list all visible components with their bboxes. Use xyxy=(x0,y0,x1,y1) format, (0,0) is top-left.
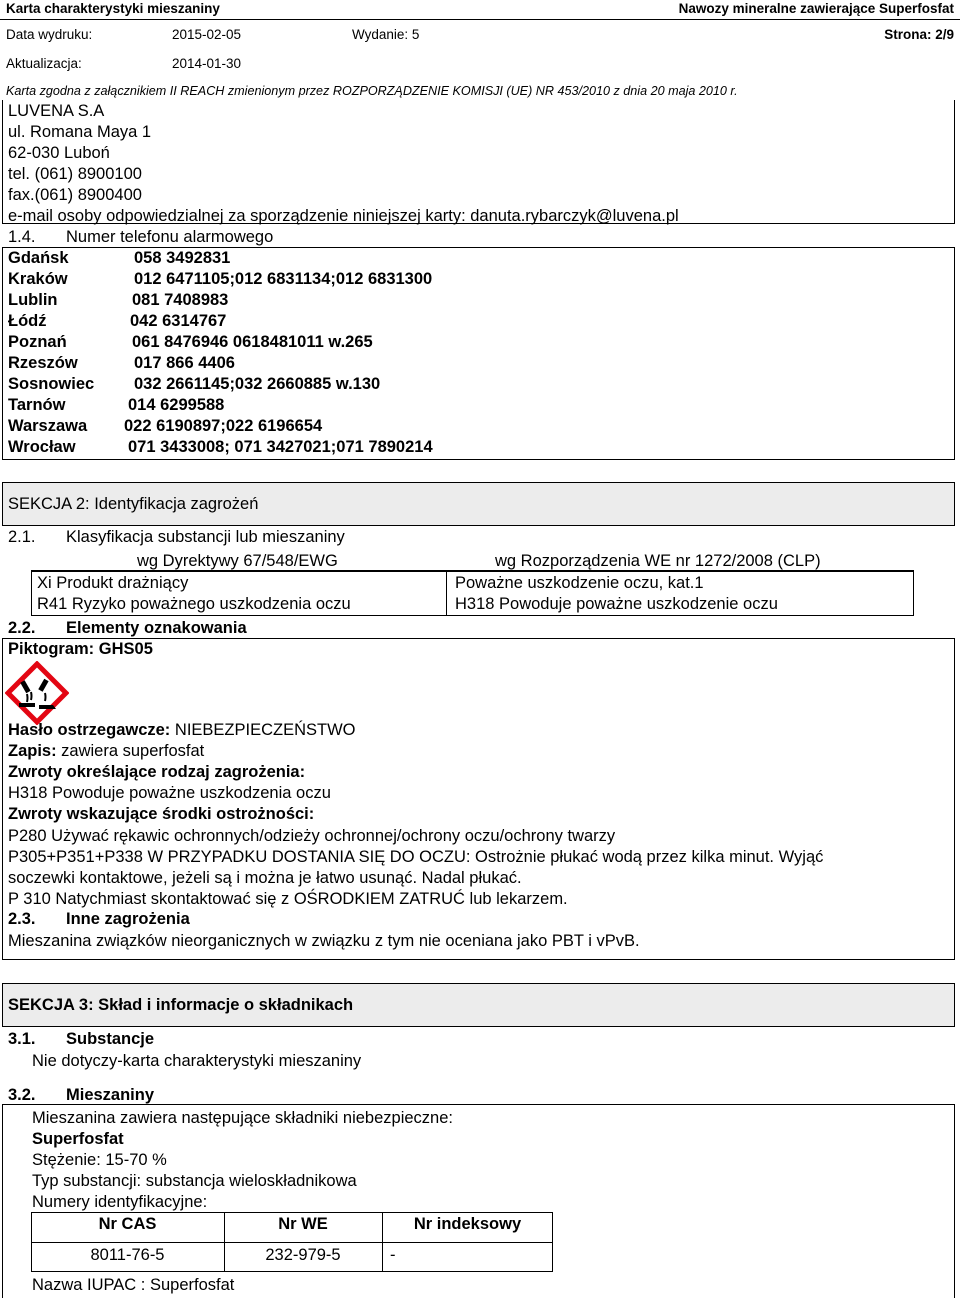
class-right-header: wg Rozporządzenia WE nr 1272/2008 (CLP) xyxy=(495,552,821,570)
hazard-statement: H318 Powoduje poważne uszkodzenia oczu xyxy=(8,784,331,802)
s21-number: 2.1. xyxy=(8,528,36,546)
regulation-note: Karta zgodna z załącznikiem II REACH zmienionym przez ROZPORZĄDZENIE KOMISJI (UE) NR 453/2010 z dnia 20 maja 2010 r. xyxy=(6,84,738,98)
supplier-email: e-mail osoby odpowiedzialnej za sporządzenie niniejszej karty: danuta.rybarczyk@luvena.pl xyxy=(8,207,679,225)
s14-title: Numer telefonu alarmowego xyxy=(66,228,274,246)
class-right-line: Poważne uszkodzenie oczu, kat.1 xyxy=(455,574,704,592)
emergency-city: Rzeszów xyxy=(8,354,78,372)
id-value-cas: 8011-76-5 xyxy=(90,1246,165,1264)
doc-title: Karta charakterystyki mieszaniny xyxy=(6,1,220,16)
class-right-line: H318 Powoduje poważne uszkodzenie oczu xyxy=(455,595,778,613)
emergency-city: Wrocław xyxy=(8,438,76,456)
s23-text: Mieszanina związków nieorganicznych w związku z tym nie oceniana jako PBT i vPvB. xyxy=(8,932,640,950)
emergency-city: Lublin xyxy=(8,291,58,309)
precaution-line: soczewki kontaktowe, jeżeli są i można je łatwo usunąć. Nadal płukać. xyxy=(8,869,522,887)
substance-type: Typ substancji: substancja wieloskładnikowa xyxy=(32,1172,357,1190)
pictogram-label: Piktogram: GHS05 xyxy=(8,640,153,658)
precaution-line: P305+P351+P338 W PRZYPADKU DOSTANIA SIĘ DO OCZU: Ostrożnie płukać wodą przez kilka minut. Wyjąć xyxy=(8,848,824,866)
precaution-label: Zwroty wskazujące środki ostrożności: xyxy=(8,805,315,823)
contains-line xyxy=(8,742,204,761)
supplier-fax: fax.(061) 8900400 xyxy=(8,186,142,204)
ids-label: Numery identyfikacyjne: xyxy=(32,1193,208,1211)
class-left-line: Xi Produkt drażniący xyxy=(37,574,189,592)
contains-value: zawiera superfosfat xyxy=(56,742,205,760)
supplier-city: 62-030 Luboń xyxy=(8,144,110,162)
s22-title: Elementy oznakowania xyxy=(66,619,247,637)
class-right-cell xyxy=(455,573,778,615)
emergency-phone: 012 6471105;012 6831134;012 6831300 xyxy=(134,270,433,288)
s31-number: 3.1. xyxy=(8,1030,36,1048)
emergency-city: Łódź xyxy=(8,312,47,330)
identifiers-row-line xyxy=(31,1242,553,1243)
s21-title: Klasyfikacja substancji lub mieszaniny xyxy=(66,528,345,546)
emergency-city: Warszawa xyxy=(8,417,88,435)
precaution-list xyxy=(8,826,823,910)
emergency-phone: 032 2661145;032 2660885 w.130 xyxy=(134,375,381,393)
emergency-city: Tarnów xyxy=(8,396,66,414)
s23-title: Inne zagrożenia xyxy=(66,910,190,928)
signal-word xyxy=(8,721,356,740)
emergency-phone: 042 6314767 xyxy=(130,312,227,330)
id-value-we: 232-979-5 xyxy=(265,1246,341,1264)
s31-title: Substancje xyxy=(66,1030,155,1048)
edition: Wydanie: 5 xyxy=(352,27,420,42)
emergency-city: Poznań xyxy=(8,333,67,351)
contains-label: Zapis: xyxy=(8,742,57,760)
header-divider xyxy=(0,19,960,20)
s32-intro: Mieszanina zawiera następujące składniki niebezpieczne: xyxy=(32,1109,453,1127)
s32-number: 3.2. xyxy=(8,1086,36,1104)
supplier-street: ul. Romana Maya 1 xyxy=(8,123,152,141)
section3-title: SEKCJA 3: Skład i informacje o składnikach xyxy=(8,996,354,1014)
class-left-line: R41 Ryzyko poważnego uszkodzenia oczu xyxy=(37,595,351,613)
iupac-name: Nazwa IUPAC : Superfosfat xyxy=(32,1276,235,1294)
s31-text: Nie dotyczy-karta charakterystyki mieszaniny xyxy=(32,1052,362,1070)
signal-word-value: NIEBEZPIECZEŃSTWO xyxy=(170,721,356,739)
ghs05-corrosion-icon xyxy=(5,661,69,725)
precaution-line: P 310 Natychmiast skontaktować się z OŚRODKIEM ZATRUĆ lub lekarzem. xyxy=(8,890,568,908)
emergency-phone: 022 6190897;022 6196654 xyxy=(124,417,323,435)
emergency-phone: 081 7408983 xyxy=(132,291,229,309)
emergency-city: Kraków xyxy=(8,270,68,288)
print-date-label: Data wydruku: xyxy=(6,27,93,42)
emergency-city: Gdańsk xyxy=(8,249,69,267)
emergency-city: Sosnowiec xyxy=(8,375,95,393)
emergency-phone: 017 866 4406 xyxy=(134,354,235,372)
id-header-we: Nr WE xyxy=(278,1215,328,1233)
id-header-index: Nr indeksowy xyxy=(413,1215,522,1233)
signal-word-label: Hasło ostrzegawcze: xyxy=(8,721,171,739)
supplier-block xyxy=(8,101,679,227)
emergency-phone: 061 8476946 0618481011 w.265 xyxy=(132,333,373,351)
component-name: Superfosfat xyxy=(32,1130,124,1148)
supplier-phone: tel. (061) 8900100 xyxy=(8,165,142,183)
update-label: Aktualizacja: xyxy=(6,56,82,71)
supplier-name: LUVENA S.A xyxy=(8,102,105,120)
hazard-label: Zwroty określające rodzaj zagrożenia: xyxy=(8,763,306,781)
precaution-line: P280 Używać rękawic ochronnych/odzieży ochronnej/ochrony oczu/ochrony twarzy xyxy=(8,827,616,845)
update-date: 2014-01-30 xyxy=(172,56,242,71)
s22-number: 2.2. xyxy=(8,619,36,637)
id-value-index: - xyxy=(390,1246,396,1264)
emergency-phone: 014 6299588 xyxy=(128,396,225,414)
s23-number: 2.3. xyxy=(8,910,36,928)
emergency-phone: 058 3492831 xyxy=(134,249,231,267)
component-concentration: Stężenie: 15-70 % xyxy=(32,1151,167,1169)
product-name: Nawozy mineralne zawierające Superfosfat xyxy=(678,1,954,16)
s14-number: 1.4. xyxy=(8,228,36,246)
emergency-phone: 071 3433008; 071 3427021;071 7890214 xyxy=(128,438,433,456)
print-date: 2015-02-05 xyxy=(172,27,242,42)
class-left-header: wg Dyrektywy 67/548/EWG xyxy=(137,552,338,570)
section2-title: SEKCJA 2: Identyfikacja zagrożeń xyxy=(8,495,259,513)
id-header-cas: Nr CAS xyxy=(98,1215,157,1233)
page-number: Strona: 2/9 xyxy=(884,27,954,42)
class-left-cell xyxy=(37,573,351,615)
s32-title: Mieszaniny xyxy=(66,1086,155,1104)
classification-divider xyxy=(446,570,447,616)
